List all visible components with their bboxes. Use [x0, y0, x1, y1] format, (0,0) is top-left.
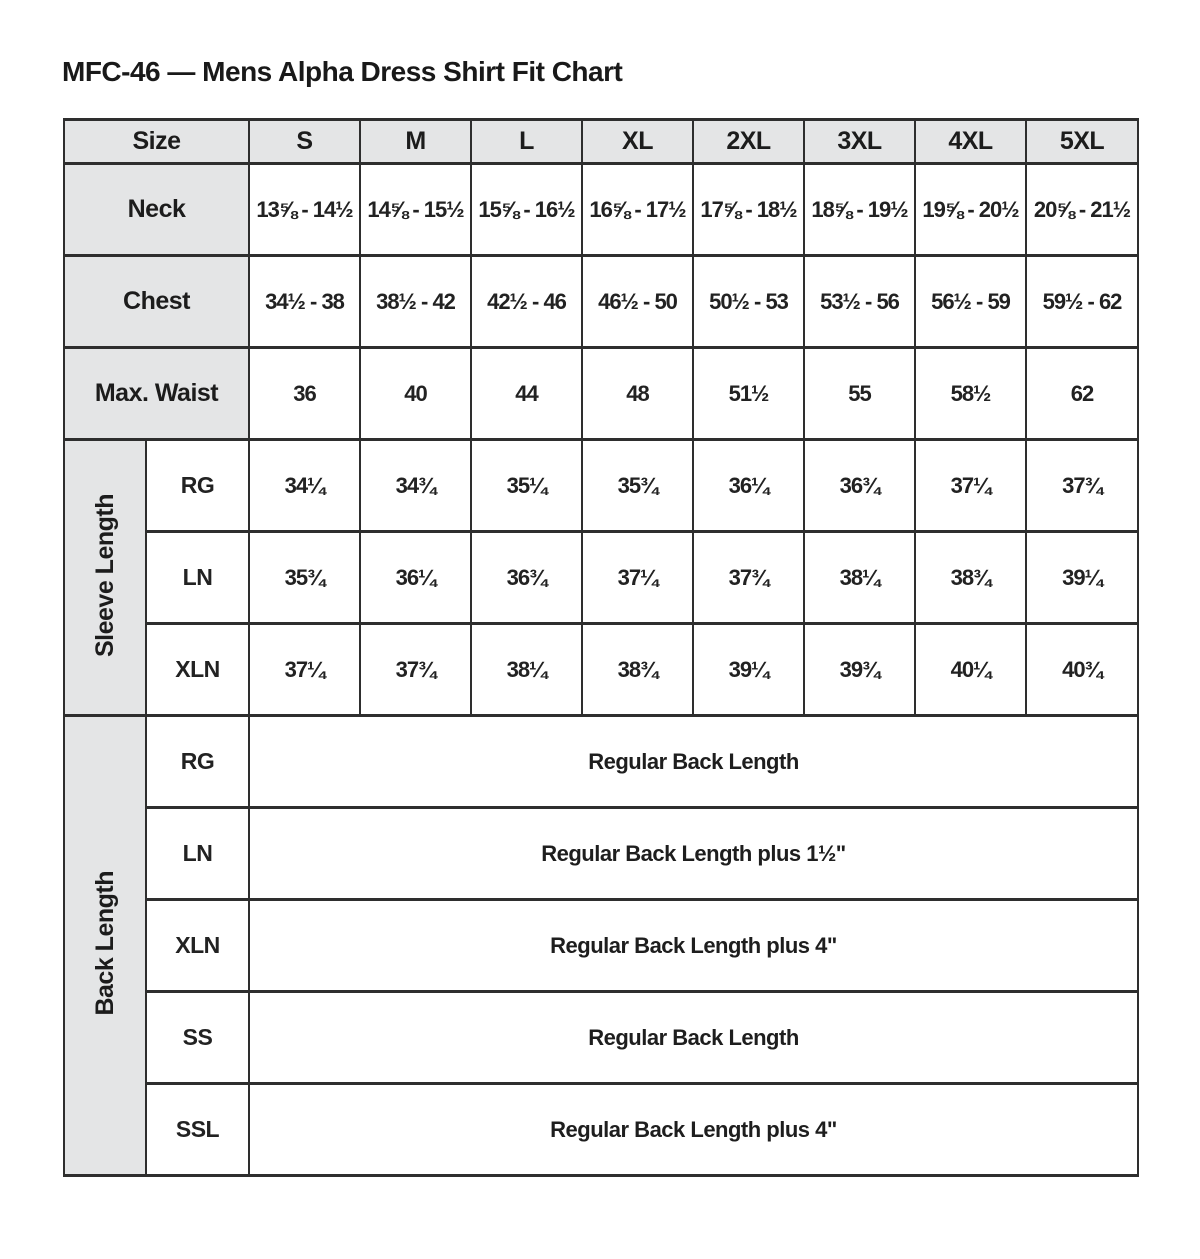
- max-waist-value-cell: 55: [804, 348, 915, 440]
- sleeve-value-cell: 36¼: [360, 532, 471, 624]
- neck-value-cell: 15⅝ - 16½: [471, 164, 582, 256]
- back-description-cell: Regular Back Length: [249, 992, 1138, 1084]
- size-col-header-xl: XL: [582, 120, 693, 164]
- back-length-section-label: [64, 716, 146, 1176]
- size-col-header-2xl: 2XL: [693, 120, 804, 164]
- sleeve-value-cell: 38¼: [471, 624, 582, 716]
- size-col-header-m: M: [360, 120, 471, 164]
- size-col-header-s: S: [249, 120, 360, 164]
- sleeve-value-cell: 36¼: [693, 440, 804, 532]
- max-waist-value-cell: 40: [360, 348, 471, 440]
- back-description-cell: Regular Back Length plus 4": [249, 1084, 1138, 1176]
- sleeve-value-cell: 36¾: [804, 440, 915, 532]
- sleeve-code-cell: XLN: [146, 624, 249, 716]
- back-length-vertical-text: Back Length: [90, 870, 119, 1016]
- max-waist-value-cell: 48: [582, 348, 693, 440]
- back-rg-row: [64, 716, 1138, 808]
- size-col-header-5xl: 5XL: [1026, 120, 1138, 164]
- sleeve-code-cell: RG: [146, 440, 249, 532]
- max-waist-row: [64, 348, 1138, 440]
- back-description-cell: Regular Back Length plus 4": [249, 900, 1138, 992]
- chest-value-cell: 38½ - 42: [360, 256, 471, 348]
- sleeve-value-cell: 37¾: [1026, 440, 1138, 532]
- sleeve-length-section-label: [64, 440, 146, 716]
- neck-row: [64, 164, 1138, 256]
- neck-value-cell: 13⅝ - 14½: [249, 164, 360, 256]
- sleeve-value-cell: 37¾: [360, 624, 471, 716]
- sleeve-value-cell: 40¼: [915, 624, 1026, 716]
- size-header-cell: Size: [64, 120, 249, 164]
- max-waist-value-cell: 36: [249, 348, 360, 440]
- max-waist-value-cell: 44: [471, 348, 582, 440]
- neck-value-cell: 18⅝ - 19½: [804, 164, 915, 256]
- chest-value-cell: 56½ - 59: [915, 256, 1026, 348]
- max-waist-value-cell: 51½: [693, 348, 804, 440]
- sleeve-value-cell: 38¾: [915, 532, 1026, 624]
- sleeve-value-cell: 36¾: [471, 532, 582, 624]
- neck-value-cell: 19⅝ - 20½: [915, 164, 1026, 256]
- sleeve-xln-row: [64, 624, 1138, 716]
- neck-row-label: Neck: [64, 164, 249, 256]
- back-code-cell: SSL: [146, 1084, 249, 1176]
- neck-value-cell: 16⅝ - 17½: [582, 164, 693, 256]
- back-ln-row: [64, 808, 1138, 900]
- back-description-cell: Regular Back Length plus 1½": [249, 808, 1138, 900]
- chest-value-cell: 42½ - 46: [471, 256, 582, 348]
- max-waist-value-cell: 62: [1026, 348, 1138, 440]
- sleeve-value-cell: 34¼: [249, 440, 360, 532]
- sleeve-rg-row: [64, 440, 1138, 532]
- sleeve-value-cell: 38¾: [582, 624, 693, 716]
- neck-value-cell: 20⅝ - 21½: [1026, 164, 1138, 256]
- chest-value-cell: 34½ - 38: [249, 256, 360, 348]
- size-col-header-3xl: 3XL: [804, 120, 915, 164]
- sleeve-value-cell: 37¼: [915, 440, 1026, 532]
- sleeve-code-cell: LN: [146, 532, 249, 624]
- back-code-cell: XLN: [146, 900, 249, 992]
- sleeve-value-cell: 38¼: [804, 532, 915, 624]
- sleeve-value-cell: 35¼: [471, 440, 582, 532]
- chest-value-cell: 59½ - 62: [1026, 256, 1138, 348]
- fit-chart-table: [63, 118, 1139, 1177]
- sleeve-value-cell: 35¾: [249, 532, 360, 624]
- sleeve-length-vertical-text: Sleeve Length: [90, 493, 119, 657]
- sleeve-value-cell: 39¾: [804, 624, 915, 716]
- chest-value-cell: 50½ - 53: [693, 256, 804, 348]
- max-waist-row-label: Max. Waist: [64, 348, 249, 440]
- back-code-cell: LN: [146, 808, 249, 900]
- sleeve-value-cell: 34¾: [360, 440, 471, 532]
- chest-row: [64, 256, 1138, 348]
- chest-value-cell: 53½ - 56: [804, 256, 915, 348]
- back-code-cell: SS: [146, 992, 249, 1084]
- size-col-header-4xl: 4XL: [915, 120, 1026, 164]
- back-ss-row: [64, 992, 1138, 1084]
- chest-value-cell: 46½ - 50: [582, 256, 693, 348]
- neck-value-cell: 17⅝ - 18½: [693, 164, 804, 256]
- sleeve-value-cell: 39¼: [693, 624, 804, 716]
- back-description-cell: Regular Back Length: [249, 716, 1138, 808]
- sleeve-value-cell: 37¼: [249, 624, 360, 716]
- neck-value-cell: 14⅝ - 15½: [360, 164, 471, 256]
- sleeve-value-cell: 37¾: [693, 532, 804, 624]
- back-xln-row: [64, 900, 1138, 992]
- sleeve-value-cell: 39¼: [1026, 532, 1138, 624]
- chest-row-label: Chest: [64, 256, 249, 348]
- sleeve-ln-row: [64, 532, 1138, 624]
- header-row: [64, 120, 1138, 164]
- back-code-cell: RG: [146, 716, 249, 808]
- sleeve-value-cell: 35¾: [582, 440, 693, 532]
- sleeve-value-cell: 37¼: [582, 532, 693, 624]
- sleeve-value-cell: 40¾: [1026, 624, 1138, 716]
- max-waist-value-cell: 58½: [915, 348, 1026, 440]
- back-ssl-row: [64, 1084, 1138, 1176]
- page-title: MFC-46 — Mens Alpha Dress Shirt Fit Chart: [62, 56, 623, 87]
- size-col-header-l: L: [471, 120, 582, 164]
